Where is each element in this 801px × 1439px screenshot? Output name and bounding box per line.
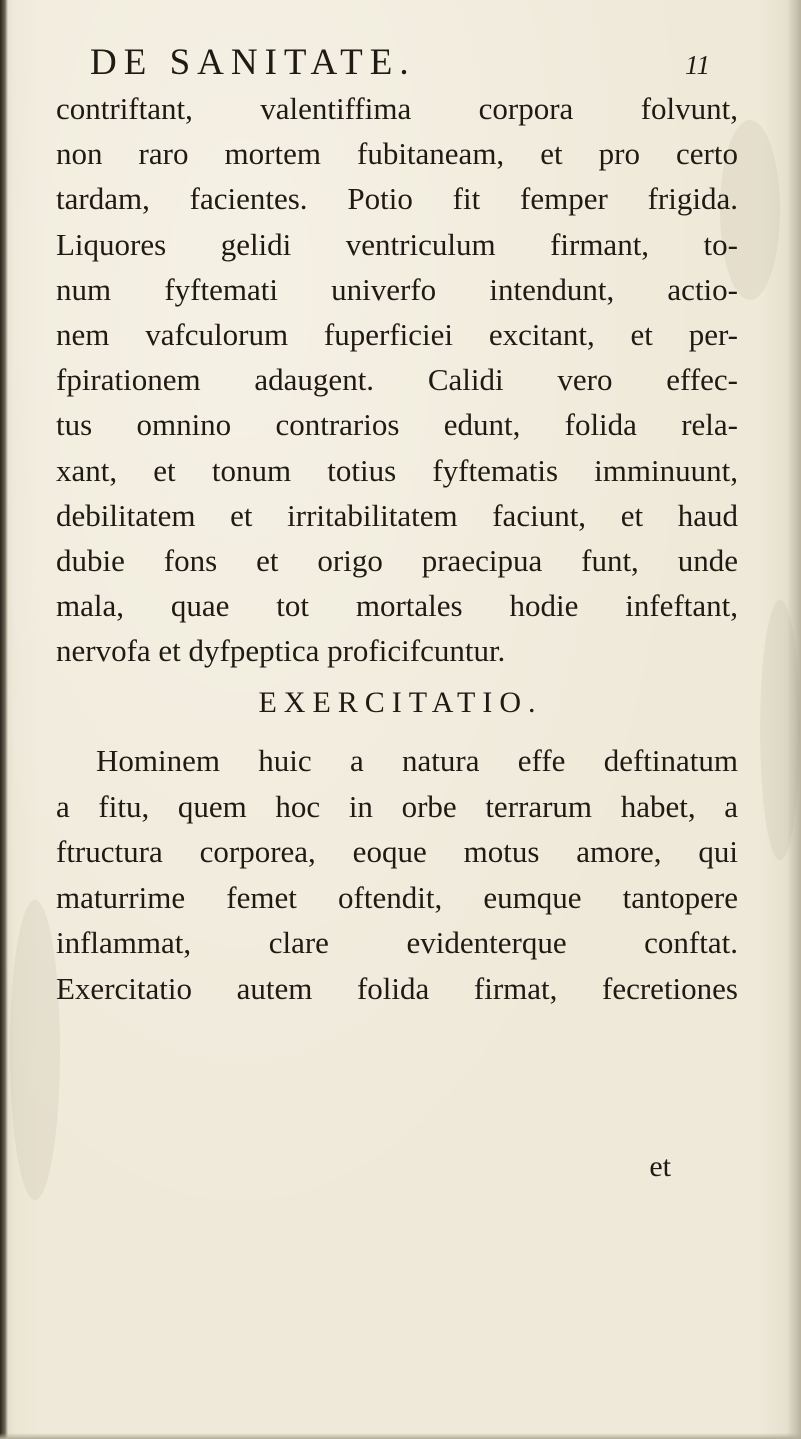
text-line: xant, et tonum totius fyftematis imminuunt, [56, 452, 738, 488]
paper-stain [760, 600, 800, 860]
text-line: mala, quae tot mortales hodie infeftant, [56, 588, 738, 624]
catchword: et [649, 1150, 671, 1183]
text-line: maturrime femet oftendit, eumque tantopere [56, 879, 738, 915]
page-number: 11 [685, 50, 710, 80]
text-line: fpirationem adaugent. Calidi vero effec- [56, 362, 738, 398]
running-head [90, 40, 710, 86]
text-line: non raro mortem fubitaneam, et pro certo [56, 136, 738, 172]
text-line: ftructura corporea, eoque motus amore, qui [56, 834, 738, 870]
page-bottom-edge [0, 1433, 801, 1439]
section-heading: EXERCITATIO. [258, 686, 543, 719]
paragraph-1 [56, 86, 738, 674]
running-title: DE SANITATE. [90, 42, 416, 83]
text-line: nem vafculorum fuperficiei excitant, et per- [56, 317, 738, 353]
text-line: inflammat, clare evidenterque conftat. [56, 925, 738, 961]
text-line: contriftant, valentiffima corpora folvunt, [56, 91, 738, 126]
text-line: nervofa et dyfpeptica proficifcuntur. [56, 633, 506, 669]
text-line: tardam, facientes. Potio fit femper frigida. [56, 181, 738, 217]
paragraph-2 [56, 738, 738, 1012]
text-line: tus omnino contrarios edunt, folida rela- [56, 407, 738, 443]
text-line: Hominem huic a natura effe deftinatum [96, 743, 738, 778]
text-line: dubie fons et origo praecipua funt, unde [56, 543, 738, 579]
paper-stain [10, 900, 60, 1200]
text-line: debilitatem et irritabilitatem faciunt, et haud [56, 497, 738, 533]
text-line: num fyftemati univerfo intendunt, actio- [56, 271, 738, 307]
text-line: Liquores gelidi ventriculum firmant, to- [56, 226, 738, 262]
text-line: a fitu, quem hoc in orbe terrarum habet, a [56, 788, 738, 824]
text-line: Exercitatio autem folida firmat, fecretiones [56, 970, 738, 1006]
